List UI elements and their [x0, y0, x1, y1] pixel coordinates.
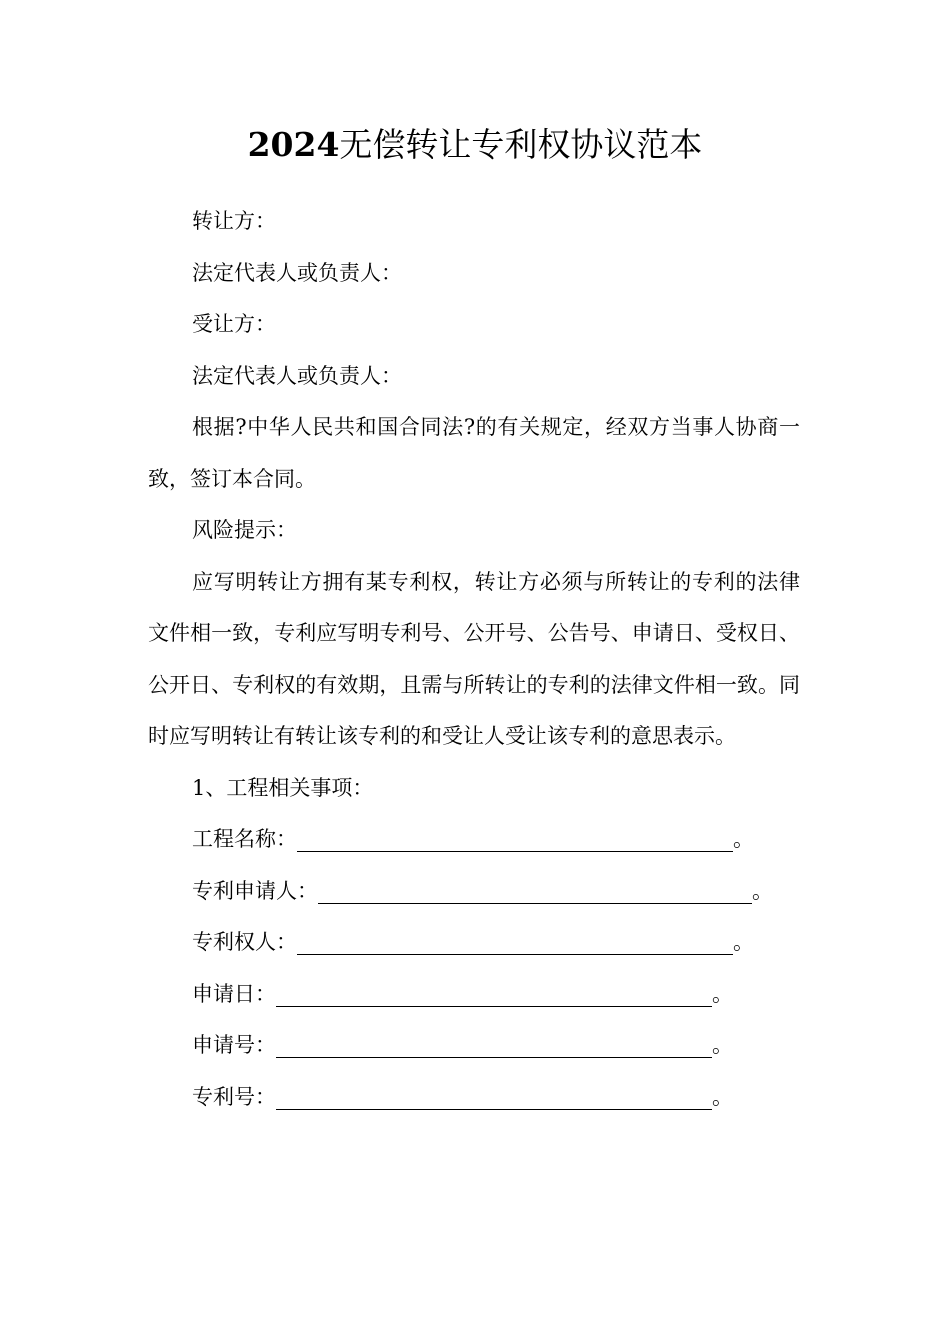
risk-paragraph: 应写明转让方拥有某专利权，转让方必须与所转让的专利的法律文件相一致，专利应写明专利号、公开号、公告号、申请日、受权日、公开日、专利权的有效期，且需与所转让的专利的法律文件相一致。同时应写明转让有转让该专利的和受让人受让该专利的意思表示。 [148, 569, 800, 748]
blank-line [297, 926, 733, 955]
blank-line [276, 1029, 712, 1058]
risk-heading: 风险提示： [192, 518, 297, 542]
field-label: 申请日： [192, 981, 276, 1006]
blank-line [318, 875, 752, 904]
field-suffix: 。 [712, 981, 733, 1006]
title-text: 无偿转让专利权协议范本 [339, 125, 703, 164]
preamble-paragraph: 根据?中华人民共和国合同法?的有关规定，经双方当事人协商一致，签订本合同。 [148, 415, 800, 491]
field-suffix: 。 [752, 878, 773, 903]
field-label: 申请号： [192, 1033, 276, 1057]
blank-line [276, 1081, 712, 1110]
field-patent-holder [148, 917, 800, 969]
field-suffix: 。 [712, 1033, 733, 1057]
transferee-line: 受让方： [192, 312, 276, 336]
transferor-representative-line: 法定代表人或负责人： [192, 260, 402, 285]
blank-line [297, 823, 733, 852]
section-1-heading: 1、工程相关事项： [192, 775, 374, 800]
document-body [148, 196, 800, 1123]
transferee-representative-line: 法定代表人或负责人： [192, 363, 402, 388]
field-label: 专利号： [192, 1084, 276, 1109]
transferor-line: 转让方： [192, 209, 276, 233]
field-patent-number [148, 1072, 800, 1124]
field-suffix: 。 [733, 930, 754, 954]
field-patent-applicant [148, 866, 800, 918]
field-label: 专利权人： [192, 930, 297, 954]
field-application-number [148, 1020, 800, 1072]
field-suffix: 。 [712, 1084, 733, 1109]
field-project-name [148, 814, 800, 866]
document-title [0, 122, 950, 168]
field-label: 专利申请人： [192, 878, 318, 903]
field-application-date [148, 969, 800, 1021]
field-label: 工程名称： [192, 827, 297, 851]
title-year: 2024 [247, 125, 340, 164]
blank-line [276, 978, 712, 1007]
field-suffix: 。 [733, 827, 754, 851]
